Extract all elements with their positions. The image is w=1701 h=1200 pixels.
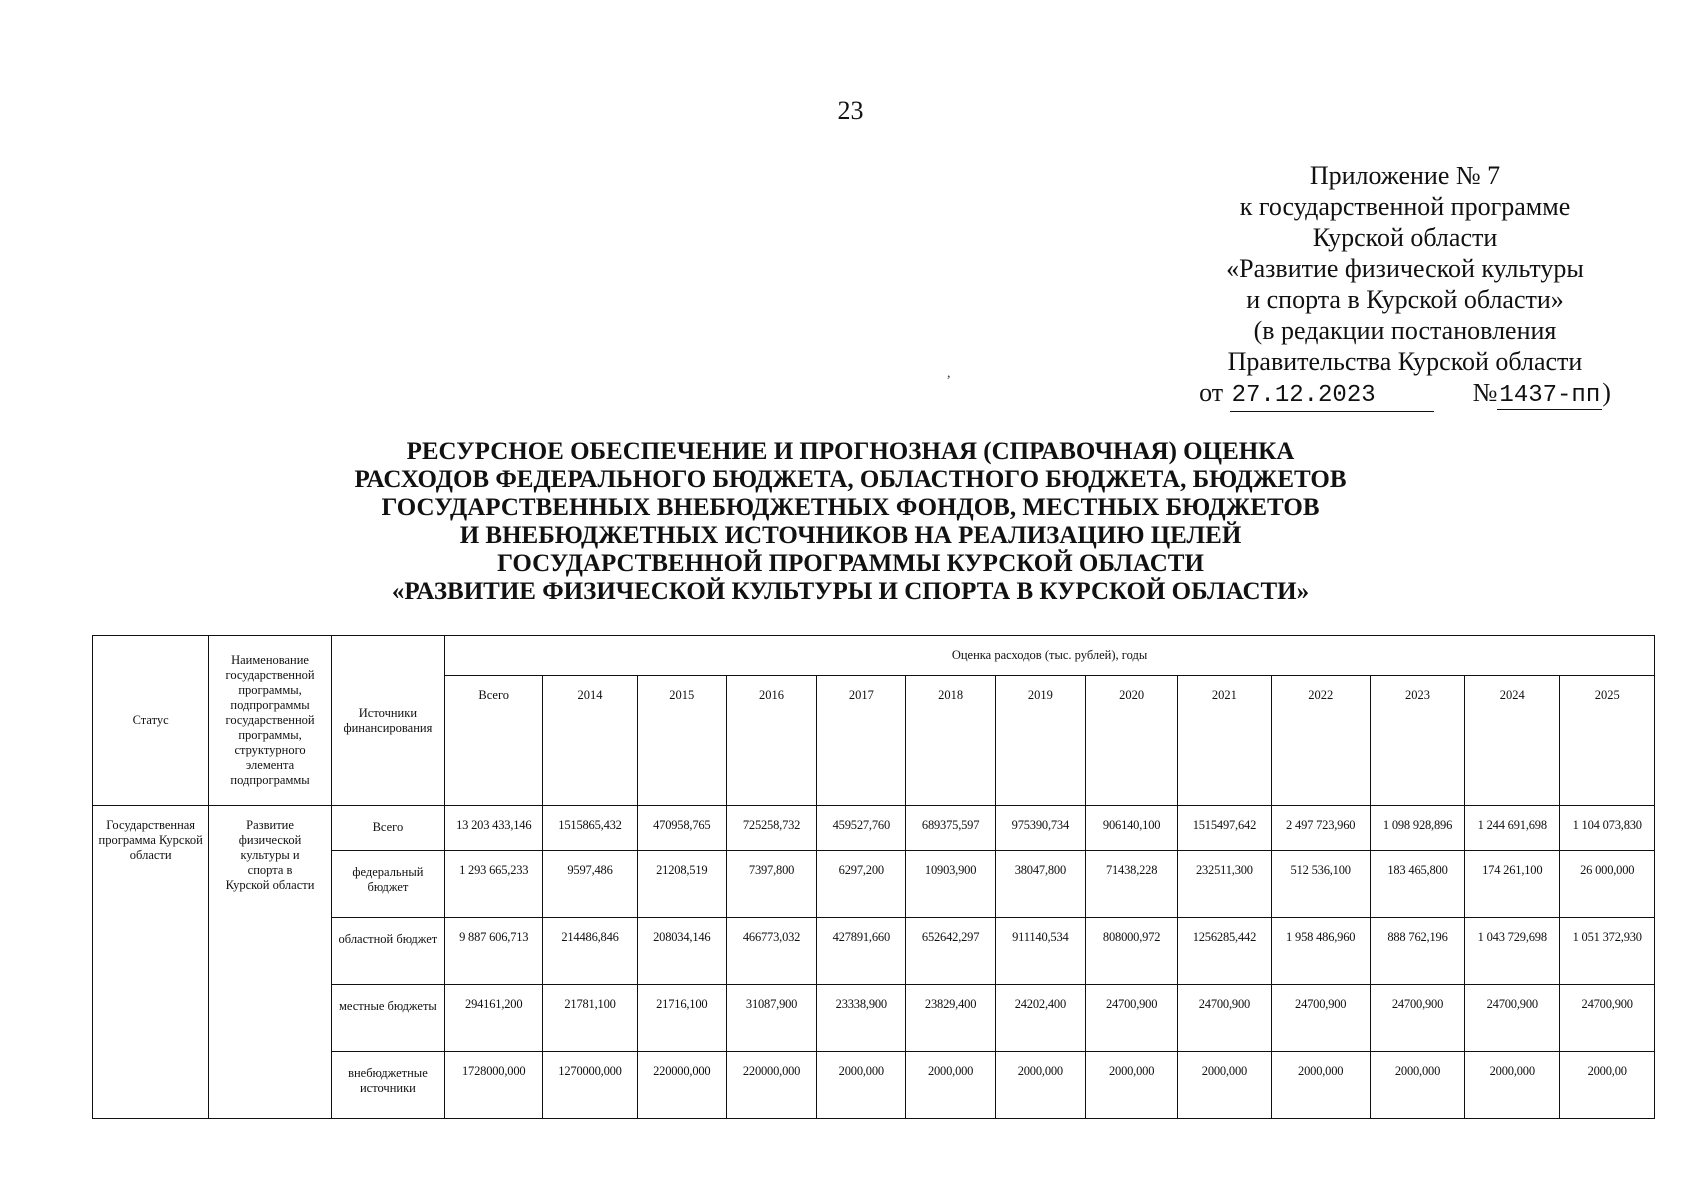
value-cell: 24700,900 [1085, 985, 1177, 1052]
value-cell: 888 762,196 [1370, 918, 1464, 985]
page-number: 23 [837, 96, 864, 125]
header-column: 2020 [1085, 676, 1177, 806]
value-cell: 21781,100 [543, 985, 637, 1052]
title-line: ГОСУДАРСТВЕННЫХ ВНЕБЮДЖЕТНЫХ ФОНДОВ, МЕСТНЫХ БЮДЖЕТОВ [381, 494, 1320, 521]
value-cell: 71438,228 [1085, 851, 1177, 918]
source-cell: внебюджетные источники [331, 1052, 444, 1119]
value-cell: 1515865,432 [543, 806, 637, 851]
value-cell: 24700,900 [1560, 985, 1655, 1052]
value-cell: 26 000,000 [1560, 851, 1655, 918]
resolution-number: 1437-пп [1499, 382, 1601, 409]
value-cell: 6297,200 [817, 851, 906, 918]
date-prefix: от [1199, 378, 1224, 407]
value-cell: 232511,300 [1178, 851, 1271, 918]
header-column: 2025 [1560, 676, 1655, 806]
source-cell: местные бюджеты [331, 985, 444, 1052]
value-cell: 294161,200 [445, 985, 543, 1052]
value-cell: 470958,765 [637, 806, 726, 851]
value-cell: 214486,846 [543, 918, 637, 985]
title-line: «РАЗВИТИЕ ФИЗИЧЕСКОЙ КУЛЬТУРЫ И СПОРТА В КУРСКОЙ ОБЛАСТИ» [391, 578, 1310, 605]
appendix-line: «Развитие физической культуры [1226, 254, 1584, 283]
value-cell: 1 043 729,698 [1465, 918, 1560, 985]
value-cell: 208034,146 [637, 918, 726, 985]
value-cell: 24700,900 [1271, 985, 1370, 1052]
program-name-cell: Развитие физической культуры и спорта в Курской области [209, 806, 331, 1119]
header-column: 2019 [995, 676, 1085, 806]
value-cell: 1 244 691,698 [1465, 806, 1560, 851]
value-cell: 10903,900 [906, 851, 995, 918]
resolution-date: 27.12.2023 [1230, 380, 1434, 412]
value-cell: 2 497 723,960 [1271, 806, 1370, 851]
title-line: РЕСУРСНОЕ ОБЕСПЕЧЕНИЕ И ПРОГНОЗНАЯ (СПРАВОЧНАЯ) ОЦЕНКА [406, 438, 1295, 465]
value-cell: 2000,000 [1085, 1052, 1177, 1119]
value-cell: 2000,000 [1271, 1052, 1370, 1119]
header-column: 2016 [726, 676, 816, 806]
value-cell: 24700,900 [1178, 985, 1271, 1052]
value-cell: 459527,760 [817, 806, 906, 851]
appendix-line: Приложение № 7 [1309, 161, 1501, 190]
title-line: И ВНЕБЮДЖЕТНЫХ ИСТОЧНИКОВ НА РЕАЛИЗАЦИЮ ЦЕЛЕЙ [459, 522, 1242, 549]
value-cell: 2000,000 [1465, 1052, 1560, 1119]
value-cell: 906140,100 [1085, 806, 1177, 851]
value-cell: 23338,900 [817, 985, 906, 1052]
value-cell: 9597,486 [543, 851, 637, 918]
title-line: ГОСУДАРСТВЕННОЙ ПРОГРАММЫ КУРСКОЙ ОБЛАСТИ [497, 550, 1204, 577]
value-cell: 24700,900 [1370, 985, 1464, 1052]
header-column: 2021 [1178, 676, 1271, 806]
header-name: Наименование государственной программы, подпрограммы государственной программы, структурного элемента подпрограммы [209, 636, 331, 806]
value-cell: 1 958 486,960 [1271, 918, 1370, 985]
value-cell: 1256285,442 [1178, 918, 1271, 985]
appendix-line: к государственной программе [1239, 192, 1571, 221]
header-estimate: Оценка расходов (тыс. рублей), годы [445, 636, 1655, 676]
appendix-line: Правительства Курской области [1227, 347, 1583, 376]
resolution-date-number [1199, 377, 1611, 412]
value-cell: 23829,400 [906, 985, 995, 1052]
header-status: Статус [93, 636, 209, 806]
value-cell: 466773,032 [726, 918, 816, 985]
value-cell: 174 261,100 [1465, 851, 1560, 918]
source-cell: областной бюджет [331, 918, 444, 985]
value-cell: 21208,519 [637, 851, 726, 918]
header-column: 2015 [637, 676, 726, 806]
table-row [93, 806, 1655, 851]
number-suffix: ) [1602, 378, 1611, 407]
value-cell: 220000,000 [637, 1052, 726, 1119]
value-cell: 31087,900 [726, 985, 816, 1052]
value-cell: 1 293 665,233 [445, 851, 543, 918]
value-cell: 38047,800 [995, 851, 1085, 918]
source-cell: федеральный бюджет [331, 851, 444, 918]
appendix-line: (в редакции постановления [1253, 316, 1557, 345]
value-cell: 2000,000 [1370, 1052, 1464, 1119]
header-column: 2018 [906, 676, 995, 806]
number-prefix: № [1472, 378, 1498, 407]
value-cell: 652642,297 [906, 918, 995, 985]
status-cell: Государственная программа Курской области [93, 806, 209, 1119]
value-cell: 1728000,000 [445, 1052, 543, 1119]
value-cell: 21716,100 [637, 985, 726, 1052]
appendix-block [1170, 160, 1640, 412]
value-cell: 1 098 928,896 [1370, 806, 1464, 851]
appendix-line: и спорта в Курской области» [1246, 285, 1564, 314]
value-cell: 2000,000 [817, 1052, 906, 1119]
header-column: 2014 [543, 676, 637, 806]
header-column: 2022 [1271, 676, 1370, 806]
value-cell: 975390,734 [995, 806, 1085, 851]
value-cell: 24202,400 [995, 985, 1085, 1052]
value-cell: 220000,000 [726, 1052, 816, 1119]
document-title [0, 438, 1701, 606]
value-cell: 2000,000 [1178, 1052, 1271, 1119]
value-cell: 24700,900 [1465, 985, 1560, 1052]
value-cell: 512 536,100 [1271, 851, 1370, 918]
value-cell: 2000,000 [995, 1052, 1085, 1119]
value-cell: 808000,972 [1085, 918, 1177, 985]
value-cell: 2000,00 [1560, 1052, 1655, 1119]
value-cell: 1 104 073,830 [1560, 806, 1655, 851]
header-column: Всего [445, 676, 543, 806]
value-cell: 725258,732 [726, 806, 816, 851]
source-cell: Всего [331, 806, 444, 851]
value-cell: 1515497,642 [1178, 806, 1271, 851]
header-column: 2024 [1465, 676, 1560, 806]
header-sources: Источники финансирования [331, 636, 444, 806]
appendix-line: Курской области [1312, 223, 1498, 252]
value-cell: 911140,534 [995, 918, 1085, 985]
value-cell: 689375,597 [906, 806, 995, 851]
value-cell: 2000,000 [906, 1052, 995, 1119]
header-column: 2023 [1370, 676, 1464, 806]
value-cell: 183 465,800 [1370, 851, 1464, 918]
header-column: 2017 [817, 676, 906, 806]
title-line: РАСХОДОВ ФЕДЕРАЛЬНОГО БЮДЖЕТА, ОБЛАСТНОГО БЮДЖЕТА, БЮДЖЕТОВ [354, 466, 1347, 493]
value-cell: 9 887 606,713 [445, 918, 543, 985]
value-cell: 427891,660 [817, 918, 906, 985]
value-cell: 7397,800 [726, 851, 816, 918]
value-cell: 1 051 372,930 [1560, 918, 1655, 985]
budget-table [92, 635, 1655, 1119]
value-cell: 1270000,000 [543, 1052, 637, 1119]
value-cell: 13 203 433,146 [445, 806, 543, 851]
stray-mark: , [947, 366, 951, 381]
